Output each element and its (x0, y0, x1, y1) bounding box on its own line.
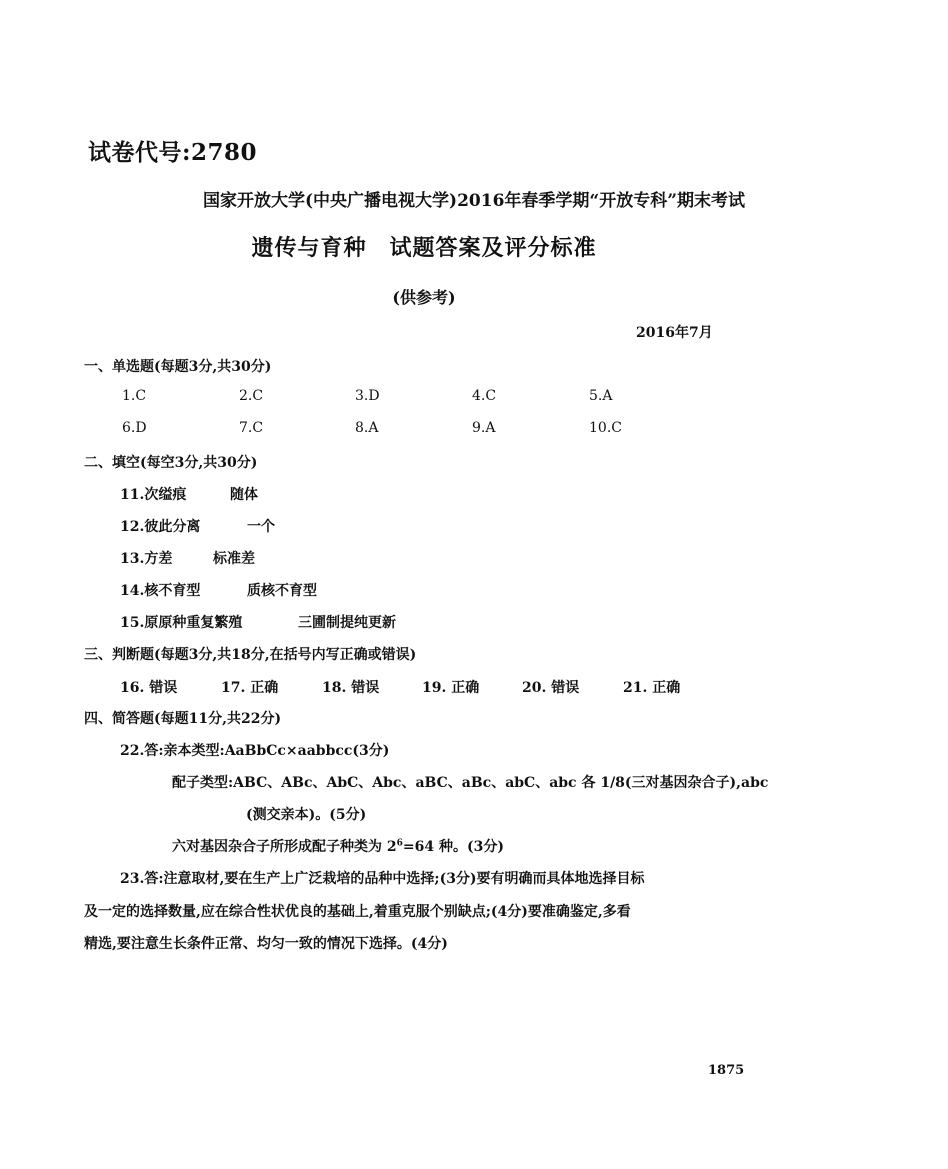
fill-answer: 13.方差 (120, 551, 173, 567)
judge-answer: 18. 错误 (322, 680, 380, 696)
page-number: 1875 (708, 1063, 745, 1078)
fill-answer: 随体 (230, 487, 258, 503)
judge-answer: 20. 错误 (522, 680, 580, 696)
answer-item: 6.D (122, 420, 147, 436)
section1-heading: 一、单选题(每题3分,共30分) (84, 359, 272, 375)
q22-answer-line: 22.答:亲本类型:AaBbCc×aabbcc(3分) (120, 743, 390, 759)
answer-item: 5.A (589, 388, 613, 404)
fill-answer: 12.彼此分离 (120, 519, 201, 535)
section3-heading: 三、判断题(每题3分,共18分,在括号内写正确或错误) (84, 647, 417, 663)
answer-item: 10.C (589, 420, 622, 436)
q22-line-text: =64 种。(3分) (402, 839, 504, 855)
reference-note: (供参考) (392, 288, 456, 307)
fill-answer: 14.核不育型 (120, 583, 201, 599)
fill-answer: 三圃制提纯更新 (298, 615, 396, 631)
exam-code: 试卷代号:2780 (88, 139, 258, 166)
judge-answer: 16. 错误 (120, 680, 178, 696)
section4-heading: 四、简答题(每题11分,共22分) (84, 711, 282, 727)
q22-answer-line: 配子类型:ABC、ABc、AbC、Abc、aBC、aBc、abC、abc 各 1/8(三对基因杂合子),abc (172, 775, 769, 791)
answer-item: 3.D (355, 388, 380, 404)
exam-title: 国家开放大学(中央广播电视大学)2016年春季学期“开放专科”期末考试 (203, 191, 745, 211)
judge-answer: 17. 正确 (221, 680, 279, 696)
fill-answer: 质核不育型 (247, 583, 317, 599)
q22-answer-line (172, 836, 504, 856)
section2-heading: 二、填空(每空3分,共30分) (84, 455, 258, 471)
q23-answer-line: 及一定的选择数量,应在综合性状优良的基础上,着重克服个别缺点;(4分)要准确鉴定,多看 (84, 904, 631, 920)
q22-line-text: 六对基因杂合子所形成配子种类为 2 (172, 839, 397, 855)
judge-answer: 19. 正确 (422, 680, 480, 696)
judge-answer: 21. 正确 (623, 680, 681, 696)
exam-date: 2016年7月 (636, 325, 713, 341)
answer-item: 8.A (355, 420, 379, 436)
q23-answer-line: 精选,要注意生长条件正常、均匀一致的情况下选择。(4分) (84, 936, 448, 952)
fill-answer: 标准差 (213, 551, 255, 567)
answer-item: 9.A (472, 420, 496, 436)
fill-answer: 一个 (247, 519, 275, 535)
q22-answer-line: (测交亲本)。(5分) (246, 807, 367, 823)
fill-answer: 15.原原种重复繁殖 (120, 615, 243, 631)
exponent: 6 (396, 838, 403, 849)
answer-item: 1.C (122, 388, 147, 404)
q23-answer-line: 23.答:注意取材,要在生产上广泛栽培的品种中选择;(3分)要有明确而具体地选择目标 (120, 871, 645, 887)
answer-item: 7.C (239, 420, 264, 436)
answer-item: 2.C (239, 388, 264, 404)
answer-item: 4.C (472, 388, 497, 404)
exam-subtitle: 遗传与育种 试题答案及评分标准 (251, 235, 597, 261)
fill-answer: 11.次缢痕 (120, 487, 187, 503)
